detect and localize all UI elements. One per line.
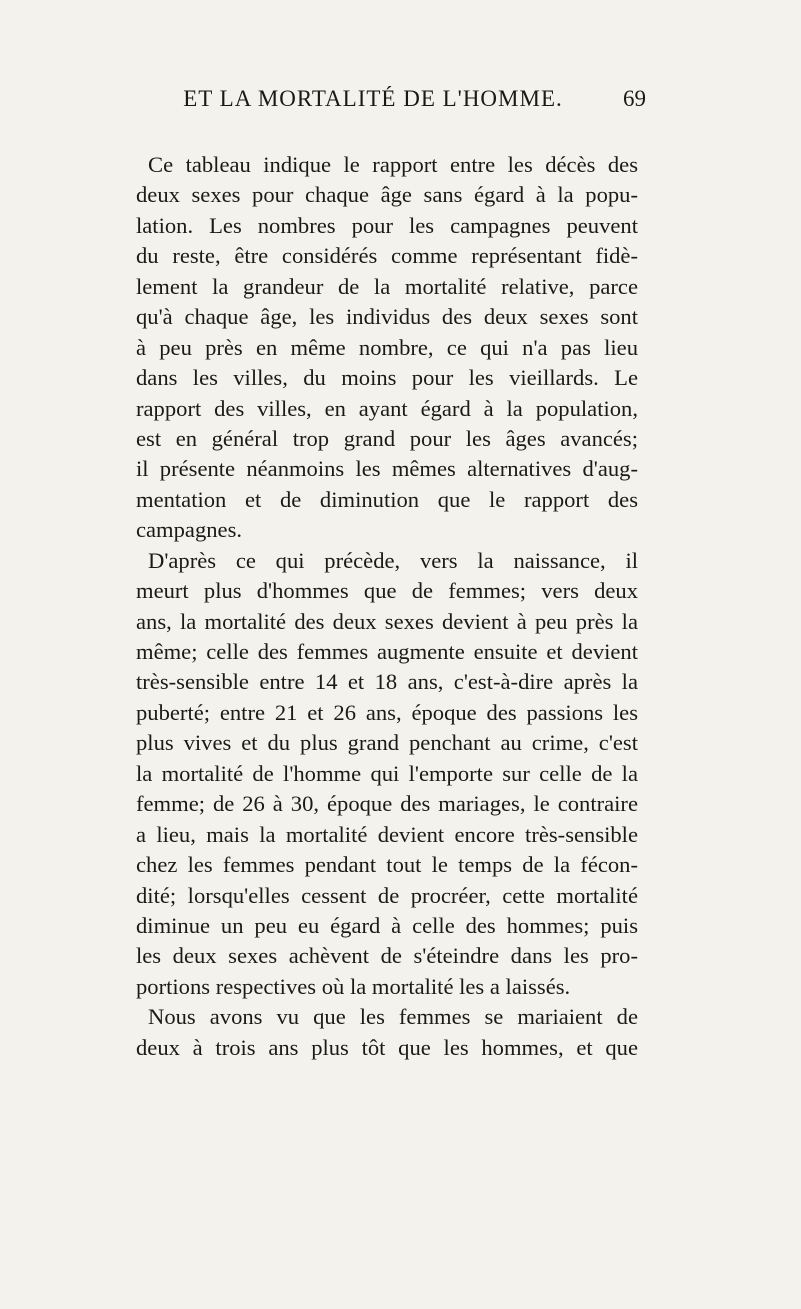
text-line: à peu près en même nombre, ce qui n'a pas lieu [136, 334, 638, 360]
text-line: lement la grandeur de la mortalité relative, parce [136, 273, 638, 299]
text-line: deux sexes pour chaque âge sans égard à la popu- [136, 182, 638, 208]
text-line: les deux sexes achèvent de s'éteindre dans les pro- [136, 943, 638, 969]
text-line: ans, la mortalité des deux sexes devient à peu près la [136, 608, 638, 634]
text-line: Ce tableau indique le rapport entre les décès des [148, 152, 638, 177]
text-line: campagnes. [136, 517, 243, 543]
paragraph [136, 150, 638, 546]
body-text [136, 150, 638, 1063]
text-line: est en général trop grand pour les âges avancés; [136, 425, 638, 451]
text-line: a lieu, mais la mortalité devient encore très-sensible [136, 821, 638, 847]
text-line: du reste, être considérés comme représentant fidè- [136, 243, 638, 269]
text-line: plus vives et du plus grand penchant au crime, c'est [136, 730, 638, 756]
running-head [112, 86, 646, 120]
paragraph [136, 1002, 638, 1063]
paragraph [136, 546, 638, 1003]
text-line: meurt plus d'hommes que de femmes; vers deux [136, 578, 638, 604]
text-line: mentation et de diminution que le rapport des [136, 486, 638, 512]
text-line: femme; de 26 à 30, époque des mariages, le contraire [136, 791, 638, 817]
text-line: diminue un peu eu égard à celle des hommes; puis [136, 912, 638, 938]
text-line: qu'à chaque âge, les individus des deux sexes sont [136, 304, 638, 330]
text-line: chez les femmes pendant tout le temps de la fécon- [136, 852, 638, 878]
text-line: Nous avons vu que les femmes se mariaient de [148, 1004, 638, 1030]
text-line: lation. Les nombres pour les campagnes peuvent [136, 212, 638, 238]
running-title: ET LA MORTALITÉ DE L'HOMME. [183, 86, 563, 111]
text-line: D'après ce qui précède, vers la naissance, il [148, 547, 638, 573]
text-line: dité; lorsqu'elles cessent de procréer, cette mortalité [136, 882, 638, 908]
text-line: puberté; entre 21 et 26 ans, époque des passions les [136, 699, 638, 725]
text-line: il présente néanmoins les mêmes alternatives d'aug- [136, 456, 638, 482]
text-line: même; celle des femmes augmente ensuite et devient [136, 639, 638, 664]
text-line: portions respectives où la mortalité les a laissés. [136, 973, 571, 999]
text-line: rapport des villes, en ayant égard à la population, [136, 395, 638, 421]
page-number: 69 [623, 86, 646, 111]
text-line: deux à trois ans plus tôt que les hommes, et que [136, 1034, 638, 1060]
text-line: très-sensible entre 14 et 18 ans, c'est-à-dire après la [136, 669, 638, 695]
text-line: dans les villes, du moins pour les vieillards. Le [136, 365, 638, 391]
text-line: la mortalité de l'homme qui l'emporte sur celle de la [136, 760, 638, 786]
